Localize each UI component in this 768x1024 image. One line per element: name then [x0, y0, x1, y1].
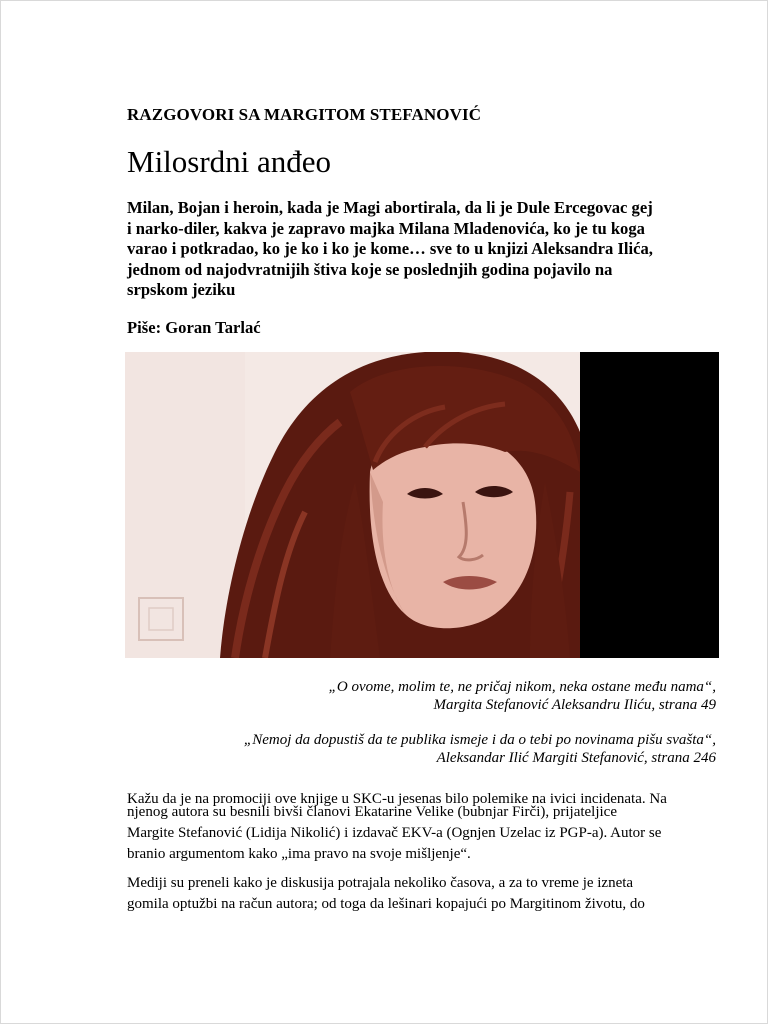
quote-source: Margita Stefanović Aleksandru Iliću, strana 49	[433, 697, 716, 713]
epigraph-quote	[244, 731, 716, 767]
portrait-photo	[125, 352, 719, 658]
epigraph-quote	[329, 678, 716, 714]
lead-line: varao i potkradao, ko je ko i ko je kome… sve to u knjizi Aleksandra Ilića,	[127, 239, 653, 259]
paragraph-line: gomila optužbi na račun autora; od toga da lešinari kopajući po Margitinom životu, do	[127, 896, 645, 912]
paragraph-line: Kažu da je na promociji ove knjige u SKC-u jesenas bilo polemike na ivici incidenata. Na	[127, 791, 667, 807]
lead-line: i narko-diler, kakva je zapravo majka Milana Mladenovića, ko je tu koga	[127, 218, 645, 238]
quote-text: „O ovome, molim te, ne pričaj nikom, neka ostane među nama“,	[328, 679, 716, 695]
body-paragraph	[127, 791, 727, 863]
article-kicker: RAZGOVORI SA MARGITOM STEFANOVIĆ	[127, 105, 482, 124]
paragraph-line: branio argumentom kako „ima pravo na svoje mišljenje“.	[127, 846, 471, 862]
body-paragraph	[127, 875, 727, 913]
article-title: Milosrdni anđeo	[127, 144, 332, 179]
paragraph-line: njenog autora su besnili bivši članovi Ekatarine Velike (bubnjar Firči), prijateljice	[127, 804, 617, 820]
article-lead	[127, 198, 727, 301]
paragraph-line: Mediji su preneli kako je diskusija potrajala nekoliko časova, a za to vreme je izneta	[127, 875, 634, 891]
lead-line: jednom od najodvratnijih štiva koje se poslednjih godina pojavilo na	[127, 259, 613, 279]
lead-line: srpskom jeziku	[127, 280, 236, 300]
quote-text: „Nemoj da dopustiš da te publika ismeje i da o tebi po novinama pišu svašta“,	[243, 732, 716, 748]
article-byline: Piše: Goran Tarlać	[127, 318, 261, 337]
lead-line: Milan, Bojan i heroin, kada je Magi abortirala, da li je Dule Ercegovac gej	[127, 198, 653, 217]
quote-source: Aleksandar Ilić Margiti Stefanović, strana 246	[436, 750, 716, 766]
paragraph-line: Margite Stefanović (Lidija Nikolić) i izdavač EKV-a (Ognjen Uzelac iz PGP-a). Autor se	[127, 825, 662, 841]
